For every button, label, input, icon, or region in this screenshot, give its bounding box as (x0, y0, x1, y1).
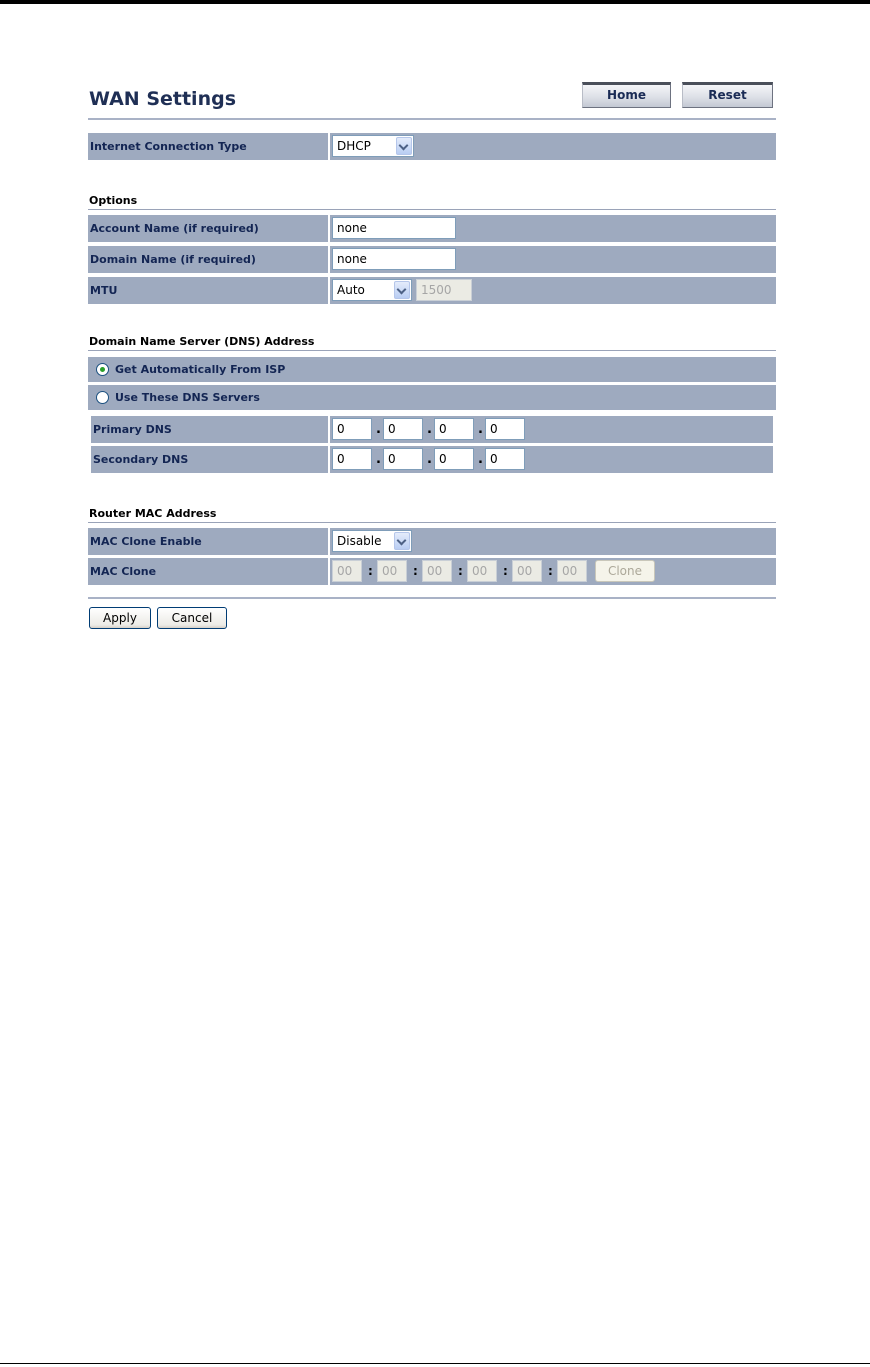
mac-clone-label: MAC Clone (90, 565, 157, 578)
mtu-mode-select[interactable]: Auto (332, 279, 412, 301)
cancel-button[interactable]: Cancel (157, 607, 227, 629)
mac-clone-enable-label: MAC Clone Enable (90, 535, 202, 548)
primary-dns-label: Primary DNS (93, 423, 172, 436)
secondary-dns-octet-3[interactable]: 0 (434, 448, 474, 470)
account-name-label: Account Name (if required) (90, 222, 259, 235)
mac-octet-3[interactable]: 00 (422, 560, 452, 582)
chevron-down-icon (396, 137, 412, 155)
primary-dns-row: Primary DNS 0 . 0 . 0 . 0 (91, 416, 773, 443)
secondary-dns-label: Secondary DNS (93, 453, 189, 466)
options-section-title: Options (89, 194, 138, 207)
domain-name-input[interactable]: none (332, 248, 456, 270)
mac-clone-enable-select[interactable]: Disable (332, 530, 412, 552)
mac-octet-6[interactable]: 00 (557, 560, 587, 582)
radio-unselected-icon[interactable] (96, 391, 109, 404)
dns-section-title: Domain Name Server (DNS) Address (89, 335, 315, 348)
radio-selected-icon[interactable] (96, 363, 109, 376)
reset-button[interactable]: Reset (682, 82, 773, 108)
dns-auto-label: Get Automatically From ISP (115, 363, 286, 376)
dns-auto-option[interactable] (88, 357, 776, 382)
home-button[interactable]: Home (582, 82, 671, 108)
chevron-down-icon (394, 532, 410, 550)
domain-name-row (88, 246, 776, 273)
secondary-dns-octet-2[interactable]: 0 (383, 448, 423, 470)
footer-divider (88, 597, 776, 599)
chevron-down-icon (394, 281, 410, 299)
primary-dns-octet-3[interactable]: 0 (434, 418, 474, 440)
mac-section-title: Router MAC Address (89, 507, 217, 520)
page-bottom-rule (0, 1363, 870, 1364)
primary-dns-octet-1[interactable]: 0 (332, 418, 372, 440)
mac-clone-enable-row (88, 528, 776, 555)
secondary-dns-octet-1[interactable]: 0 (332, 448, 372, 470)
primary-dns-octet-2[interactable]: 0 (383, 418, 423, 440)
apply-button[interactable]: Apply (89, 607, 151, 629)
mac-octet-5[interactable]: 00 (512, 560, 542, 582)
secondary-dns-row: Secondary DNS 0 . 0 . 0 . 0 (91, 446, 773, 473)
mac-octet-1[interactable]: 00 (332, 560, 362, 582)
dns-divider (88, 350, 776, 351)
mac-clone-row: MAC Clone 00 : 00 : 00 : 00 : 00 : 00 Clone (88, 558, 776, 585)
page-title: WAN Settings (89, 88, 237, 110)
mtu-value-input[interactable]: 1500 (416, 279, 472, 301)
mac-octet-4[interactable]: 00 (467, 560, 497, 582)
connection-type-label: Internet Connection Type (90, 140, 247, 153)
options-divider (88, 209, 776, 210)
mtu-row (88, 277, 776, 304)
connection-type-row (88, 133, 776, 160)
connection-type-select[interactable]: DHCP (332, 135, 414, 157)
account-name-input[interactable]: none (332, 217, 456, 239)
page-top-rule (0, 0, 870, 4)
domain-name-label: Domain Name (if required) (90, 253, 256, 266)
clone-button[interactable]: Clone (595, 560, 655, 582)
dns-manual-option[interactable] (88, 385, 776, 410)
header-divider (88, 118, 776, 120)
account-name-row (88, 215, 776, 242)
dns-manual-label: Use These DNS Servers (115, 391, 260, 404)
primary-dns-octet-4[interactable]: 0 (485, 418, 525, 440)
secondary-dns-octet-4[interactable]: 0 (485, 448, 525, 470)
mac-divider (88, 522, 776, 523)
mtu-label: MTU (90, 284, 118, 297)
mac-octet-2[interactable]: 00 (377, 560, 407, 582)
